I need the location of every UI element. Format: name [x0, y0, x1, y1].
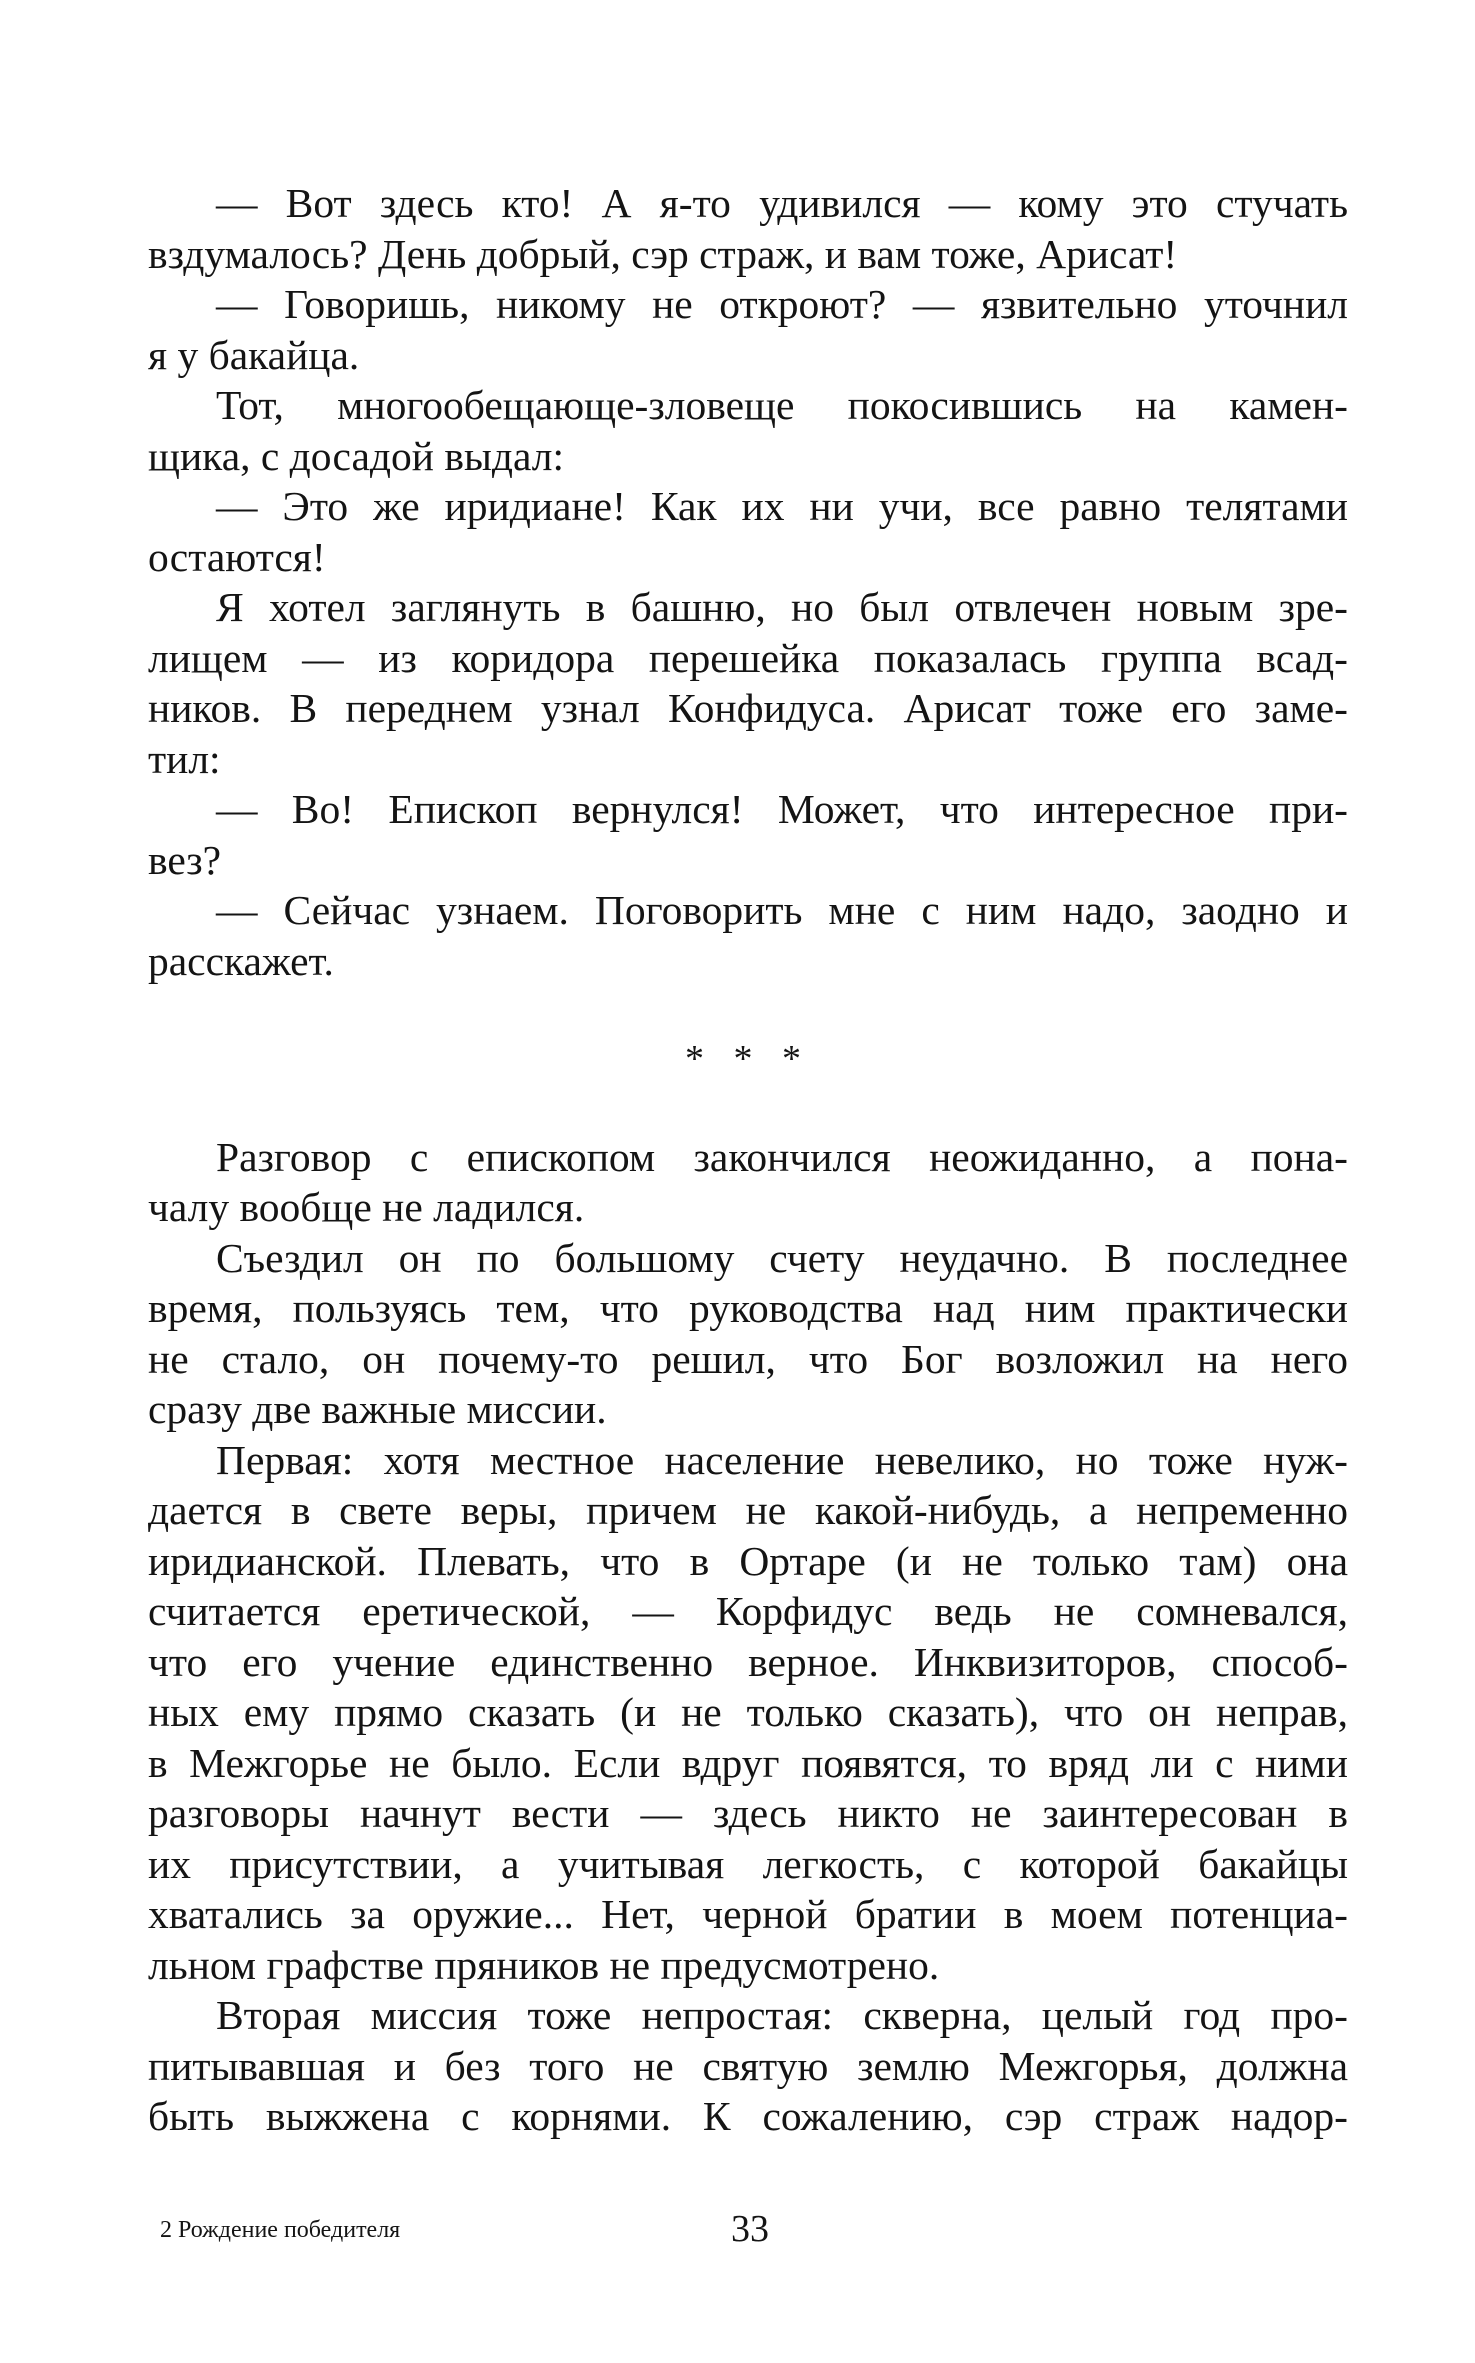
text-line: быть выжжена с корнями. К сожалению, сэр страж надор- [148, 2093, 1348, 2139]
text-line: остаются! [148, 533, 326, 580]
text-line: вез? [148, 836, 222, 883]
text-line: — Сейчас узнаем. Поговорить мне с ним надо, заодно и [216, 887, 1348, 933]
text-line: питывавшая и без того не святую землю Межгорья, должна [148, 2042, 1348, 2089]
text-line: что его учение единственно верное. Инквизиторов, способ- [148, 1638, 1348, 1685]
text-line: не стало, он почему-то решил, что Бог возложил на него [148, 1335, 1348, 1382]
text-line: чалу вообще не ладился. [148, 1184, 585, 1230]
text-line: иридианской. Плевать, что в Ортаре (и не только там) она [148, 1537, 1348, 1584]
text-line: Первая: хотя местное население невелико, но тоже нуж- [216, 1436, 1348, 1483]
text-line: Тот, многообещающе-зловеще покосившись на камен- [216, 382, 1348, 428]
text-line: разговоры начнут вести — здесь никто не заинтересован в [148, 1790, 1348, 1836]
text-line: — Это же иридиане! Как их ни учи, все равно телятами [216, 483, 1348, 529]
page-number: 33 [731, 2208, 769, 2250]
text-section-1 [148, 178, 1348, 986]
text-line: — Вот здесь кто! А я-то удивился — кому это стучать [216, 180, 1348, 226]
text-line: — Говоришь, никому не откроют? — язвительно уточнил [216, 281, 1348, 327]
text-line: лищем — из коридора перешейка показалась группа всад- [148, 634, 1348, 681]
text-line: — Во! Епископ вернулся! Может, что интересное при- [216, 786, 1348, 832]
text-line: хватались за оружие... Нет, черной братии в моем потенциа- [148, 1891, 1348, 1937]
text-line: расскажет. [148, 937, 334, 984]
text-line: вздумалось? День добрый, сэр страж, и вам тоже, Арисат! [148, 230, 1178, 277]
text-line: ных ему прямо сказать (и не только сказать), что он неправ, [148, 1689, 1348, 1735]
text-line: Вторая миссия тоже непростая: скверна, целый год про- [216, 1992, 1348, 2038]
text-line: Разговор с епископом закончился неожиданно, а пона- [216, 1133, 1348, 1180]
footer-signature: 2 Рождение победителя [160, 2217, 401, 2243]
text-section-2 [148, 1132, 1348, 2142]
text-line: в Межгорье не было. Если вдруг появятся, то вряд ли с ними [148, 1739, 1348, 1786]
section-separator: * * * [685, 1038, 811, 1080]
text-line: время, пользуясь тем, что руководства над ним практически [148, 1285, 1348, 1331]
text-line: льном графстве пряников не предусмотрено. [148, 1941, 940, 1988]
page-body [148, 178, 1348, 2142]
text-line: ников. В переднем узнал Конфидуса. Арисат тоже его заме- [148, 685, 1348, 731]
text-line: сразу две важные миссии. [148, 1386, 607, 1432]
text-line: Съездил он по большому счету неудачно. В последнее [216, 1234, 1348, 1281]
text-line: щика, с досадой выдал: [148, 432, 564, 479]
text-line: их присутствии, а учитывая легкость, с которой бакайцы [148, 1840, 1348, 1887]
text-line: считается еретической, — Корфидус ведь не сомневался, [148, 1588, 1348, 1634]
text-line: тил: [148, 735, 221, 782]
text-line: дается в свете веры, причем не какой-нибудь, а непременно [148, 1487, 1348, 1533]
text-line: я у бакайца. [148, 331, 360, 378]
text-line: Я хотел заглянуть в башню, но был отвлечен новым зре- [216, 584, 1348, 630]
